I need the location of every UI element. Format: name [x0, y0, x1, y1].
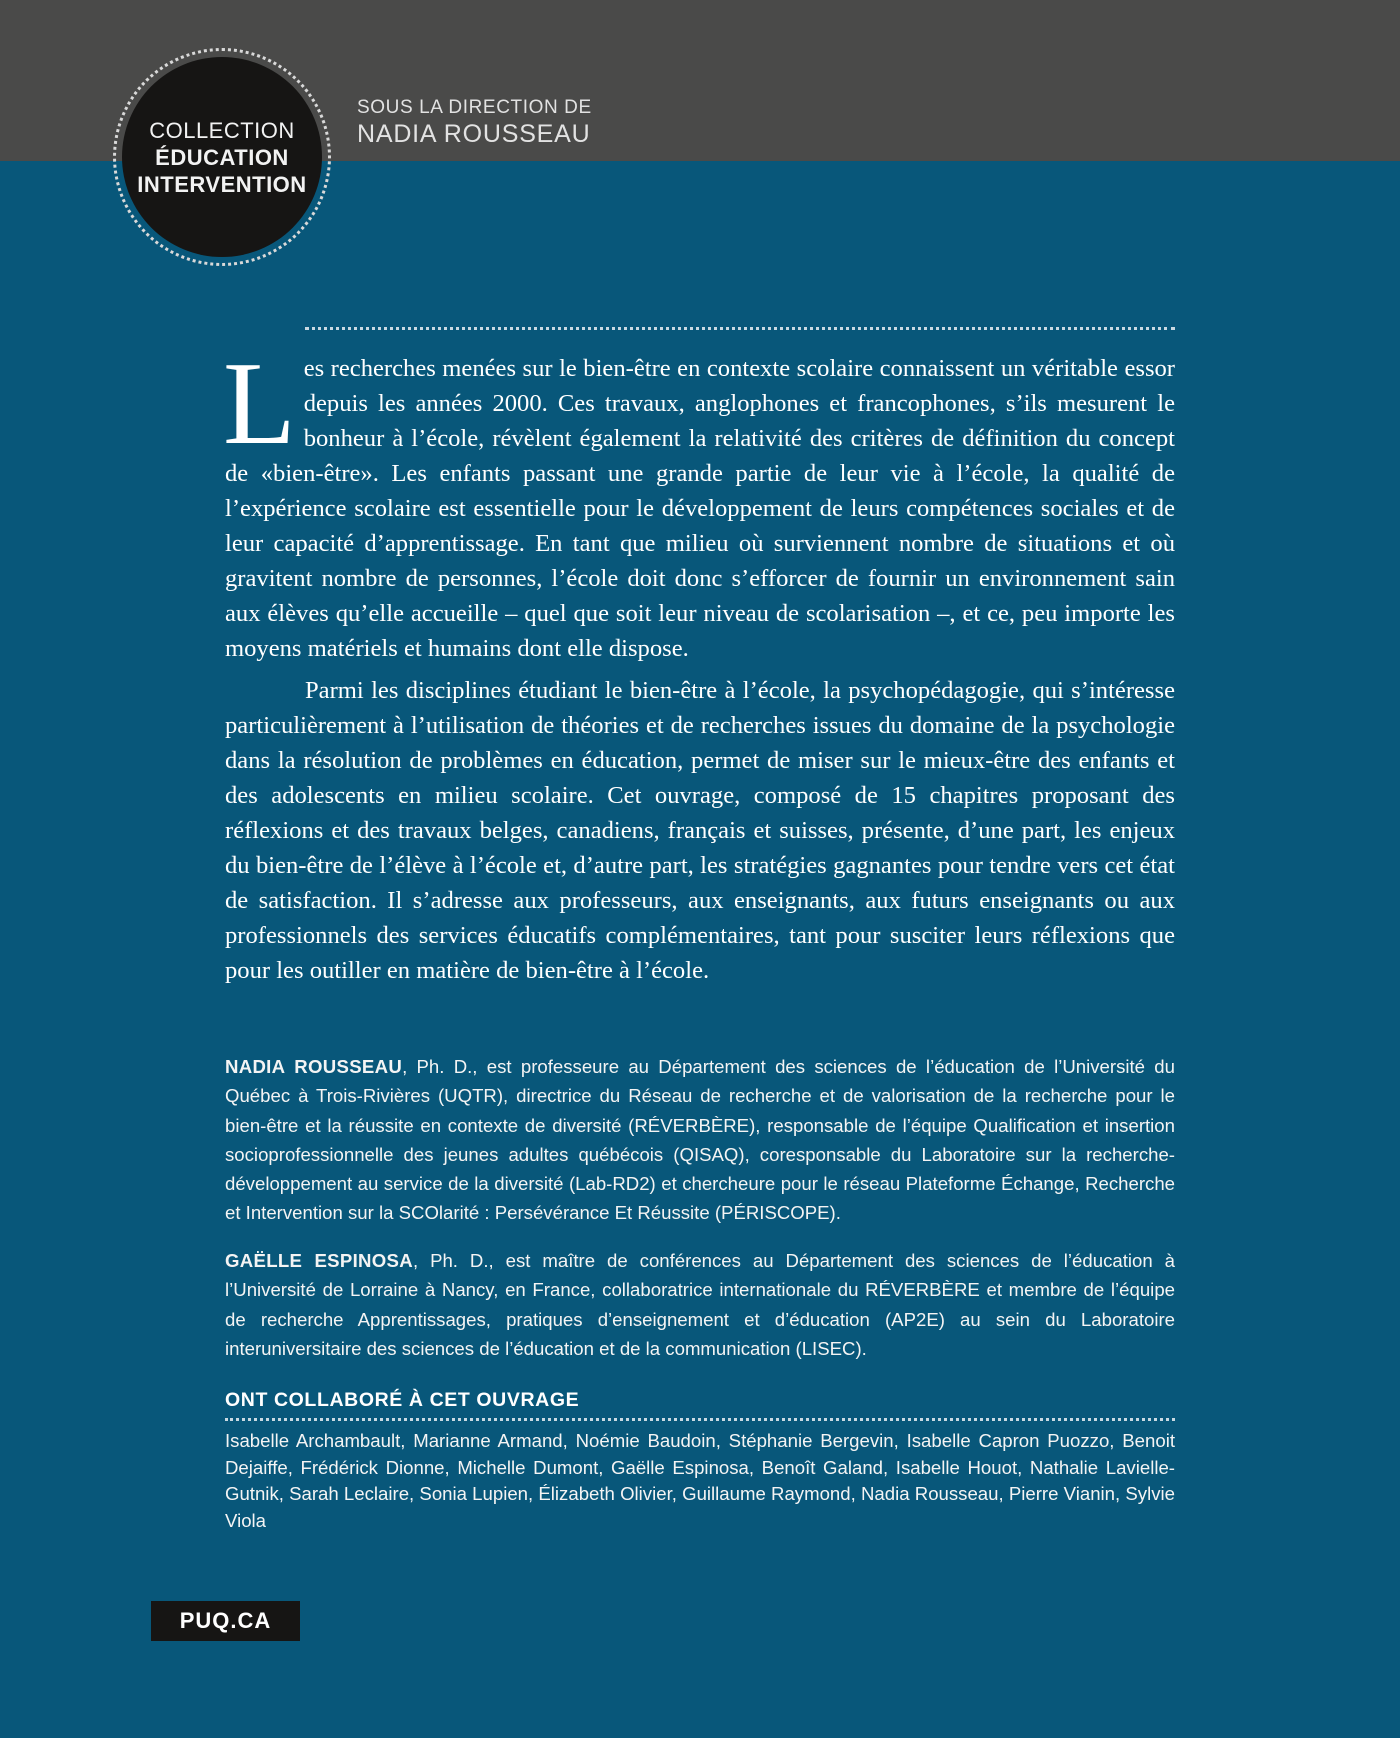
collaborators-list: Isabelle Archambault, Marianne Armand, Noémie Baudoin, Stéphanie Bergevin, Isabelle Capron Puozzo, Benoit Dejaiffe, Frédérick Dionne, Michelle Dumont, Gaëlle Espinosa, Benoît Galand, Isabelle Houot, Nathalie Lavielle-Gutnik, Sarah Leclaire, Sonia Lupien, Élizabeth Olivier, Guillaume Raymond, Nadia Rousseau, Pierre Vianin, Sylvie Viola — [225, 1430, 1175, 1531]
summary-divider — [305, 327, 1175, 330]
drop-cap: L — [223, 337, 296, 469]
collaborators-title: ONT COLLABORÉ À CET OUVRAGE — [225, 1389, 580, 1411]
collection-label: COLLECTION — [149, 117, 295, 143]
publisher-website-link[interactable]: PUQ.CA — [151, 1601, 300, 1641]
collection-name-line2: INTERVENTION — [137, 171, 307, 197]
collaborators-divider — [225, 1418, 1175, 1421]
summary-paragraph-2: Parmi les disciplines étudiant le bien-être à l’école, la psychopédagogie, qui s’intéresse particulièrement à l’utilisation de théories et de recherches issues du domaine de la psychologie dans la résolution de problèmes en éducation, permet de miser sur le mieux-être des enfants et des adolescents en milieu scolaire. Cet ouvrage, composé de 15 chapitres proposant des réflexions et des travaux belges, canadiens, français et suisses, présente, d’une part, les enjeux du bien-être de l’élève à l’école et, d’autre part, les stratégies gagnantes pour tendre vers cet état de satisfaction. Il s’adresse aux professeurs, aux enseignants, aux futurs enseignants ou aux professionnels des services éducatifs complémentaires, tant pour susciter leurs réflexions que pour les outiller en matière de bien-être à l’école. — [225, 677, 1175, 984]
editor-block — [357, 96, 592, 146]
bio-name: GAËLLE ESPINOSA — [225, 1250, 413, 1271]
summary-paragraph-1-text: es recherches menées sur le bien-être en contexte scolaire connaissent un véritable essor depuis les années 2000. Ces travaux, anglophones et francophones, s’ils mesurent le bonheur à l’école, révèlent également la relativité des critères de définition du concept de «bien-être». Les enfants passant une grande partie de leur vie à l’école, la qualité de l’expérience scolaire est essentielle pour le développement de leurs compétences sociales et de leur capacité d’apprentissage. En tant que milieu où surviennent nombre de situations et où gravitent nombre de personnes, l’école doit donc s’efforcer de fournir un environnement sain aux élèves qu’elle accueille – quel que soit leur niveau de scolarisation –, et ce, peu importe les moyens matériels et humains dont elle dispose. — [225, 355, 1175, 662]
bio-gaelle-espinosa — [225, 1246, 1175, 1363]
collection-name-line1: ÉDUCATION — [155, 144, 289, 170]
collection-seal — [122, 57, 322, 257]
bio-nadia-rousseau — [225, 1052, 1175, 1228]
bio-text: , Ph. D., est maître de conférences au Département des sciences de l’éducation à l’Université de Lorraine à Nancy, en France, collaboratrice internationale du RÉVERBÈRE et membre de l’équipe de recherche Apprentissages, pratiques d’enseignement et d’éducation (AP2E) au sein du Laboratoire interuniversitaire des sciences de l’éducation et de la communication (LISEC). — [225, 1250, 1175, 1359]
summary-paragraph-1 — [223, 337, 1175, 666]
bio-name: NADIA ROUSSEAU — [225, 1056, 403, 1077]
director-name: NADIA ROUSSEAU — [357, 120, 591, 148]
direction-label: SOUS LA DIRECTION DE — [357, 97, 592, 118]
bio-text: , Ph. D., est professeure au Département des sciences de l’éducation de l’Université du Québec à Trois-Rivières (UQTR), directrice du Réseau de recherche et de valorisation de la recherche pour le bien-être et la réussite en contexte de diversité (RÉVERBÈRE), responsable de l’équipe Qualification et insertion socioprofessionnelle des jeunes adultes québécois (QISAQ), coresponsable du Laboratoire sur la recherche-développement au service de la diversité (Lab-RD2) et chercheure pour le réseau Plateforme Échange, Recherche et Intervention sur la SCOlarité : Persévérance Et Réussite (PÉRISCOPE). — [225, 1056, 1175, 1224]
